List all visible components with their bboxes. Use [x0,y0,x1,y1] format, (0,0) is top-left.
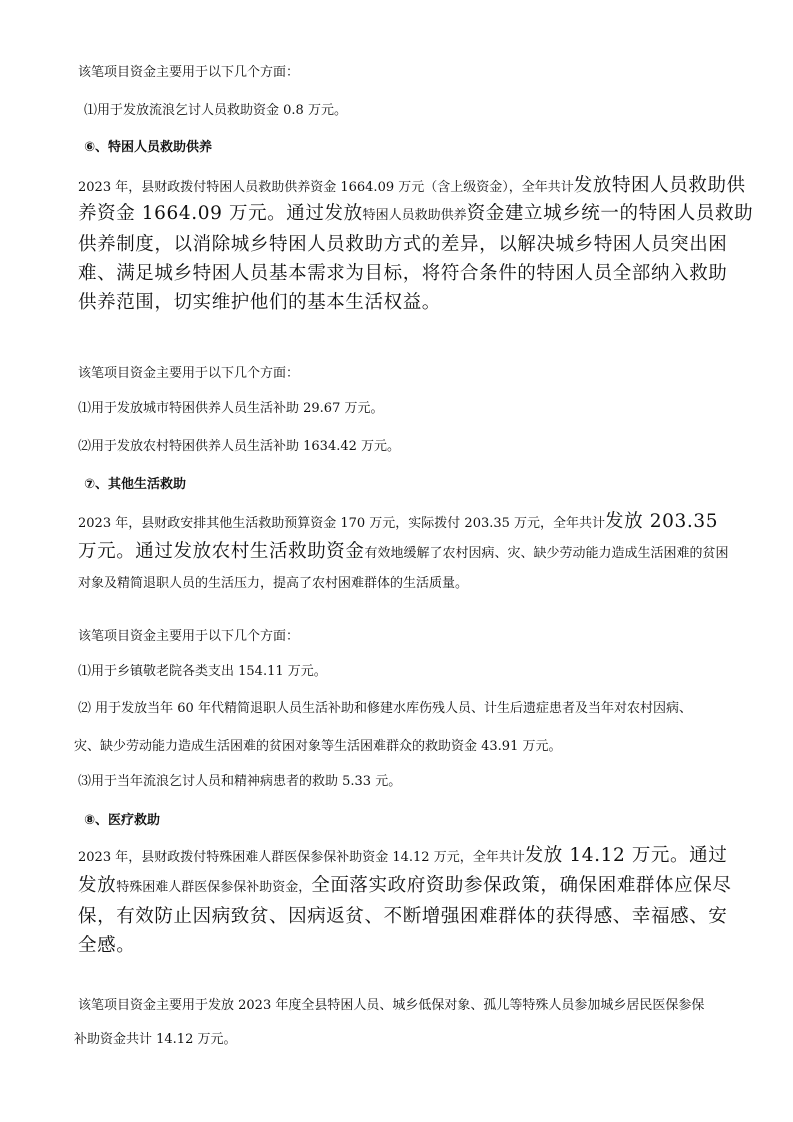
paragraph-section-8: 2023 年，县财政拨付特殊困难人群医保参保补助资金 14.12 万元，全年共计发放 14.12 万元。通过 发放特殊困难人群医保参保补助资金，全面落实政府资助参保政策，确保困难群体应保尽 保，有效防止因病致贫、因病返贫、不断增强困难群体的获得感、幸福感、安 全感。 [78,845,732,956]
list-item: ⑵ 用于发放当年 60 年代精简退职人员生活补助和修建水库伤残人员、计生后遗症患者及当年对农村因病、 灾、缺少劳动能力造成生活困难的贫困对象等生活困难群众的救助资金 43.91 万元。 [74,701,692,754]
paragraph-section-7: 2023 年，县财政安排其他生活救助预算资金 170 万元，实际拨付 203.35 万元，全年共计发放 203.35 万元。通过发放农村生活救助资金有效地缓解了农村因病、灾、缺少劳动能力造成生活困难的贫困 对象及精简退职人员的生活压力，提高了农村困难群体的生活质量。 [78,511,729,591]
paragraph-section-6: 2023 年，县财政拨付特困人员救助供养资金 1664.09 万元（含上级资金），全年共计发放特困人员救助供 养资金 1664.09 万元。通过发放特困人员救助供养资金建立城乡统一的特困人员救助 供养制度，以消除城乡特困人员救助方式的差异，以解决城乡特困人员突出困 难、满足城乡特困人员基本需求为目标，将符合条件的特困人员全部纳入救助 供养范围，切实维护他们的基本生活权益。 [78,175,754,313]
section-heading-6: ⑥、特困人员救助供养 [84,140,213,155]
list-item: ⑶用于当年流浪乞讨人员和精神病患者的救助 5.33 元。 [78,774,402,789]
paragraph-intro-6: 该笔项目资金主要用于以下几个方面： [78,366,300,381]
section-heading-8: ⑧、医疗救助 [84,813,161,828]
list-item: ⑵用于发放农村特困供养人员生活补助 1634.42 万元。 [78,439,401,454]
list-item: ⑴用于发放城市特困供养人员生活补助 29.67 万元。 [78,401,384,416]
list-item: ⑴用于发放流浪乞讨人员救助资金 0.8 万元。 [84,103,347,118]
paragraph-intro-5: 该笔项目资金主要用于以下几个方面： [78,65,300,80]
paragraph-intro-8: 该笔项目资金主要用于发放 2023 年度全县特困人员、城乡低保对象、孤儿等特殊人员参加城乡居民医保参保 补助资金共计 14.12 万元。 [74,998,705,1047]
paragraph-intro-7: 该笔项目资金主要用于以下几个方面： [78,629,300,644]
list-item: ⑴用于乡镇敬老院各类支出 154.11 万元。 [78,664,327,679]
section-heading-7: ⑦、其他生活救助 [84,477,187,492]
